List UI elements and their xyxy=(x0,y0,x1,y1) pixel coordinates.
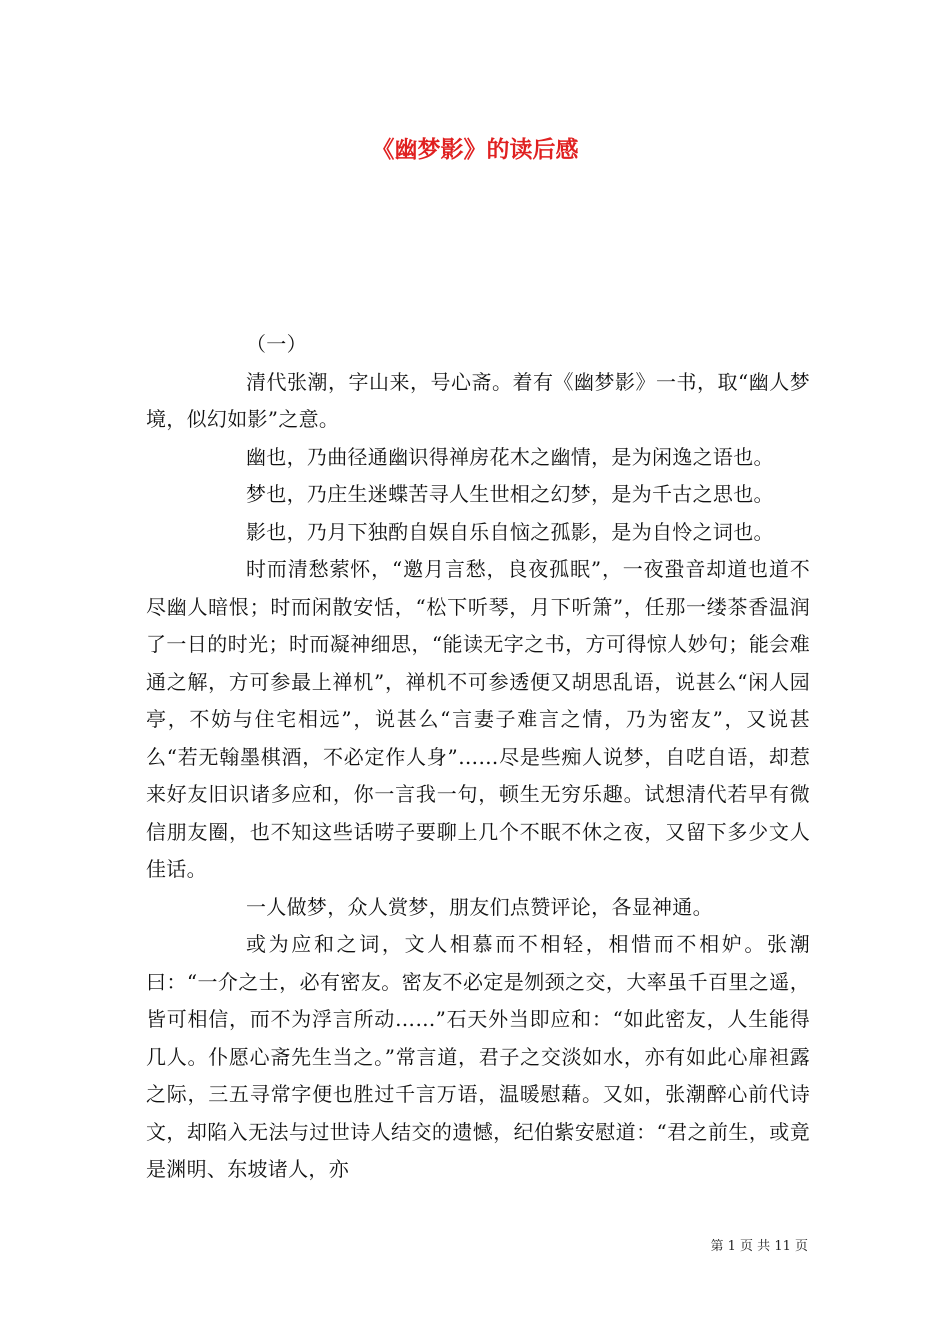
paragraph-meng: 梦也，乃庄生迷蝶苦寻人生世相之幻梦，是为千古之思也。 xyxy=(246,482,774,506)
paragraph-you: 幽也，乃曲径通幽识得禅房花木之幽情，是为闲逸之语也。 xyxy=(246,444,774,469)
page-title: 《幽梦影》的读后感 xyxy=(371,136,579,163)
paragraph-responses: 或为应和之词，文人相慕而不相轻，相惜而不相妒。张潮曰：“一介之士，必有密友。密友不必定是刎颈之交，大率虽千百里之遥，皆可相信，而不为浮言所动……”石天外当即应和：“如此密友，人生能得几人。仆愿心斋先生当之。”常言道，君子之交淡如水，亦有如此心扉袒露之际，三五寻常字便也胜过千言万语，温暖慰藉。又如，张潮醉心前代诗文，却陷入无法与过世诗人结交的遗憾，纪伯紫安慰道：“君之前生，或竟是渊明、东坡诸人，亦 xyxy=(146,932,810,1181)
page-number-footer: 第 1 页 共 11 页 xyxy=(710,1239,808,1254)
paragraph-section-marker: （一） xyxy=(246,332,307,356)
paragraph-moods: 时而清愁萦怀，“邀月言愁，良夜孤眠”，一夜蛩音却道也道不尽幽人暗恨；时而闲散安恬，“松下听琴，月下听箫”，任那一缕茶香温润了一日的时光；时而凝神细思，“能读无字之书，方可得惊人妙句；能会难通之解，方可参最上禅机”，禅机不可参透便又胡思乱语，说甚么“闲人园亭，不妨与住宅相远”，说甚么“言妻子难言之情，乃为密友”，又说甚么“若无翰墨棋酒，不必定作人身”……尽是些痴人说梦，自呓自语，却惹来好友旧识诸多应和，你一言我一句，顿生无穷乐趣。试想清代若早有微信朋友圈，也不知这些话唠子要聊上几个不眠不休之夜，又留下多少文人佳话。 xyxy=(146,557,810,881)
paragraph-intro: 清代张潮，字山来，号心斋。着有《幽梦影》一书，取“幽人梦境，似幻如影”之意。 xyxy=(146,369,810,431)
paragraph-dream-sharing: 一人做梦，众人赏梦，朋友们点赞评论，各显神通。 xyxy=(246,894,713,919)
paragraph-ying: 影也，乃月下独酌自娱自乐自恼之孤影，是为自怜之词也。 xyxy=(246,519,774,544)
document-body xyxy=(146,326,810,1189)
